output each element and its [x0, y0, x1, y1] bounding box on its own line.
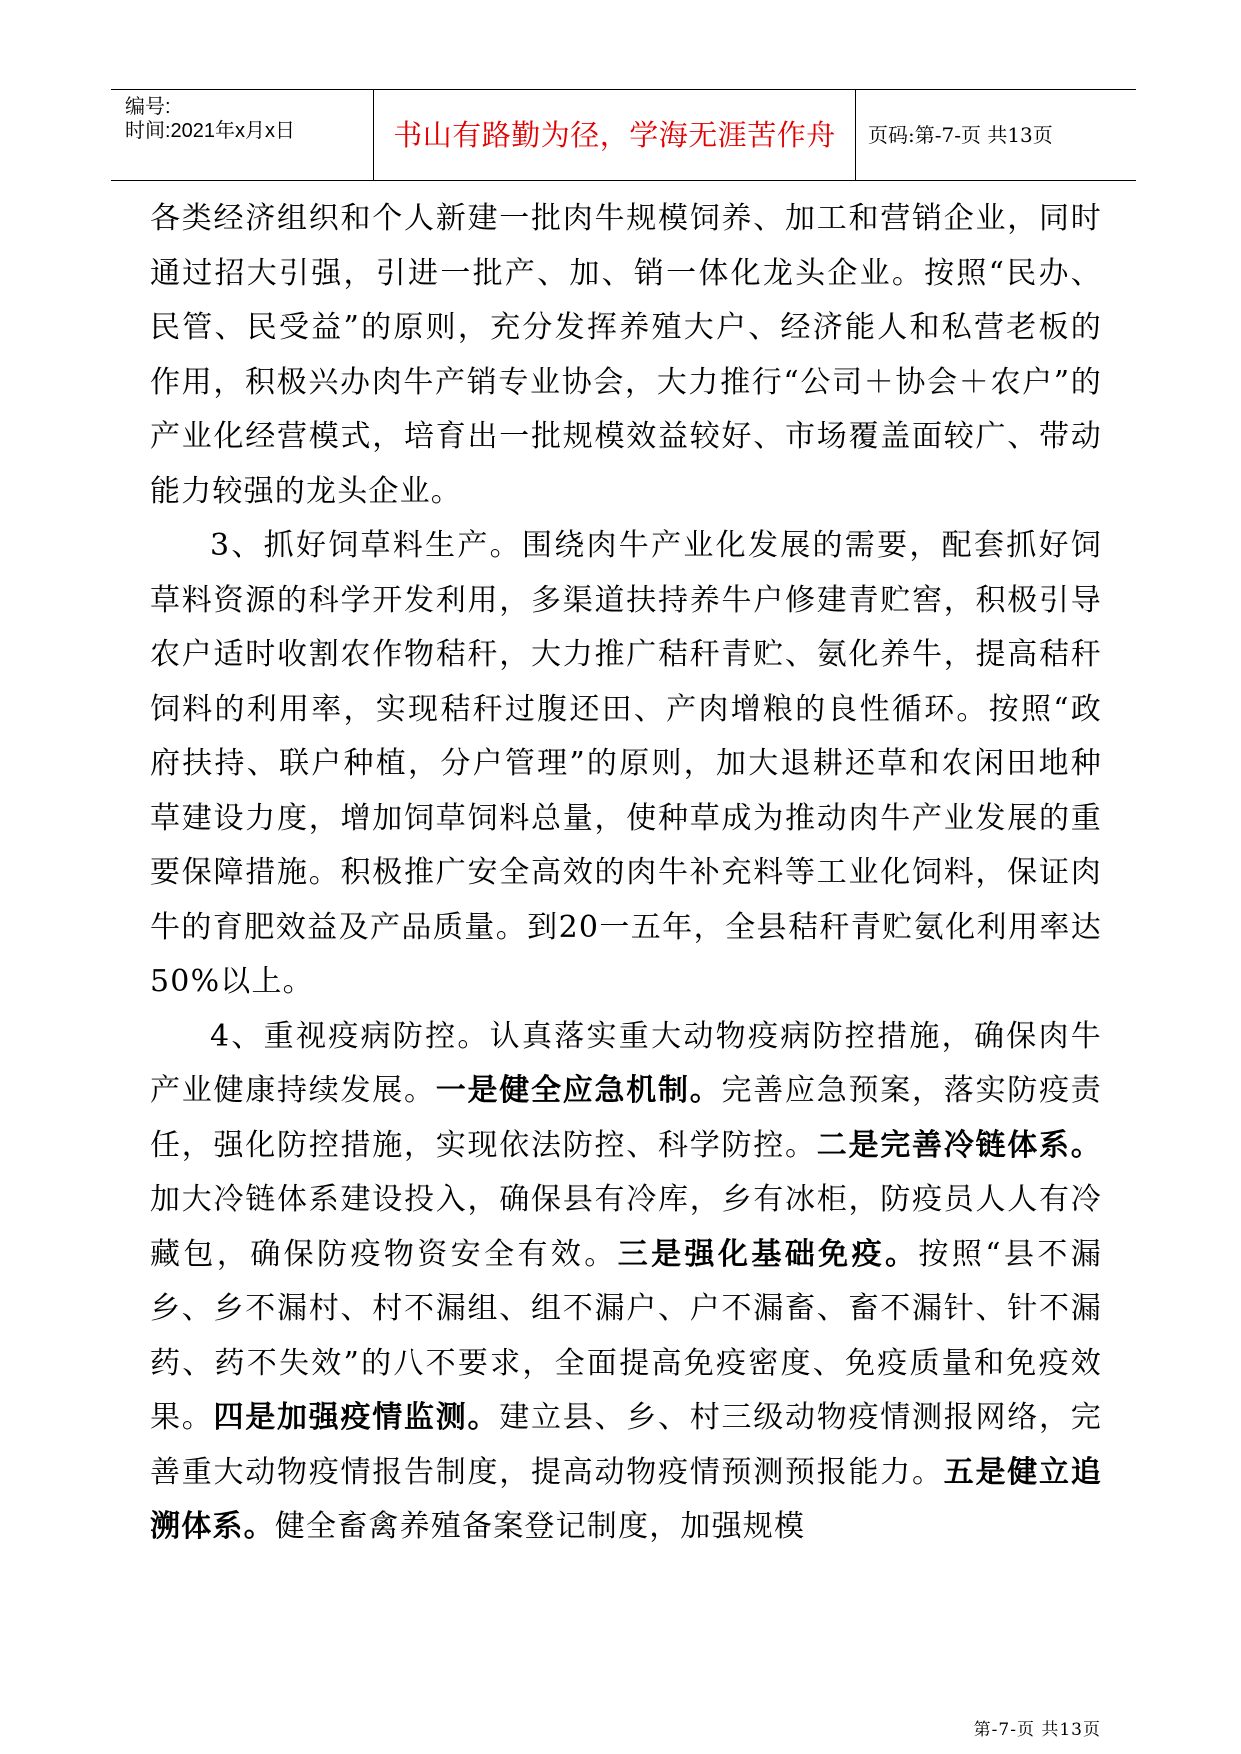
page-footer: 第-7-页 共13页 [973, 1720, 1101, 1740]
paragraph-text: 加大冷链体系建设投入，确保县有冷库，乡有冰柜，防疫员人人有冷藏包，确保防疫物资安全有效。 [150, 1182, 1102, 1272]
body-paragraph [150, 519, 1102, 1010]
paragraph-text: 按照“县不漏乡、乡不漏村、村不漏组、组不漏户、户不漏畜、畜不漏针、针不漏药、药不失效”的八不要求，全面提高免疫密度、免疫质量和免疫效果。 [150, 1236, 1102, 1435]
body-paragraph [150, 1010, 1102, 1555]
document-date: 时间:2021年x月x日 [125, 120, 296, 142]
document-body [150, 192, 1102, 1555]
paragraph-text: 4、重视疫病防控。认真落实重大动物疫病防控措施，确保肉牛产业健康持续发展。 [150, 1018, 1102, 1108]
header-page-number: 页码:第-7-页 共13页 [868, 123, 1053, 147]
header-meta [111, 90, 371, 180]
bold-heading-text: 二是完善冷链体系。 [816, 1127, 1102, 1163]
body-paragraph [150, 192, 1102, 519]
page-header [111, 89, 1136, 181]
bold-heading-text: 三是强化基础免疫。 [617, 1236, 919, 1272]
paragraph-text: 各类经济组织和个人新建一批肉牛规模饲养、加工和营销企业，同时通过招大引强，引进一批产、加、销一体化龙头企业。按照“民办、民管、民受益”的原则，充分发挥养殖大户、经济能人和私营老板的作用，积极兴办肉牛产销专业协会，大力推行“公司＋协会＋农户”的产业化经营模式，培育出一批规模效益较好、市场覆盖面较广、带动能力较强的龙头企业。 [150, 201, 1102, 509]
bold-heading-text: 一是健全应急机制。 [435, 1073, 722, 1108]
paragraph-text: 建立县、乡、村三级动物疫情测报网络，完善重大动物疫情报告制度，提高动物疫情预测预报能力。 [150, 1400, 1102, 1490]
header-motto: 书山有路勤为径，学海无涯苦作舟 [393, 118, 836, 152]
header-page-info [856, 90, 1136, 180]
bold-heading-text: 四是加强疫情监测。 [213, 1400, 500, 1435]
paragraph-text: 健全畜禽养殖备案登记制度，加强规模 [274, 1509, 806, 1544]
document-number-label: 编号: [125, 96, 171, 118]
paragraph-text: 3、抓好饲草料生产。围绕肉牛产业化发展的需要，配套抓好饲草料资源的科学开发利用，多渠道扶持养牛户修建青贮窖，积极引导农户适时收割农作物秸秆，大力推广秸秆青贮、氨化养牛，提高秸秆饲料的利用率，实现秸秆过腹还田、产肉增粮的良性循环。按照“政府扶持、联户种植，分户管理”的原则，加大退耕还草和农闲田地种草建设力度，增加饲草饲料总量，使种草成为推动肉牛产业发展的重要保障措施。积极推广安全高效的肉牛补充料等工业化饲料，保证肉牛的育肥效益及产品质量。到20一五年，全县秸秆青贮氨化利用率达50%以上。 [150, 528, 1102, 999]
bold-heading-text: 五是健立追溯体系。 [150, 1454, 1103, 1544]
paragraph-text: 完善应急预案，落实防疫责任，强化防控措施，实现依法防控、科学防控。 [150, 1073, 1102, 1163]
